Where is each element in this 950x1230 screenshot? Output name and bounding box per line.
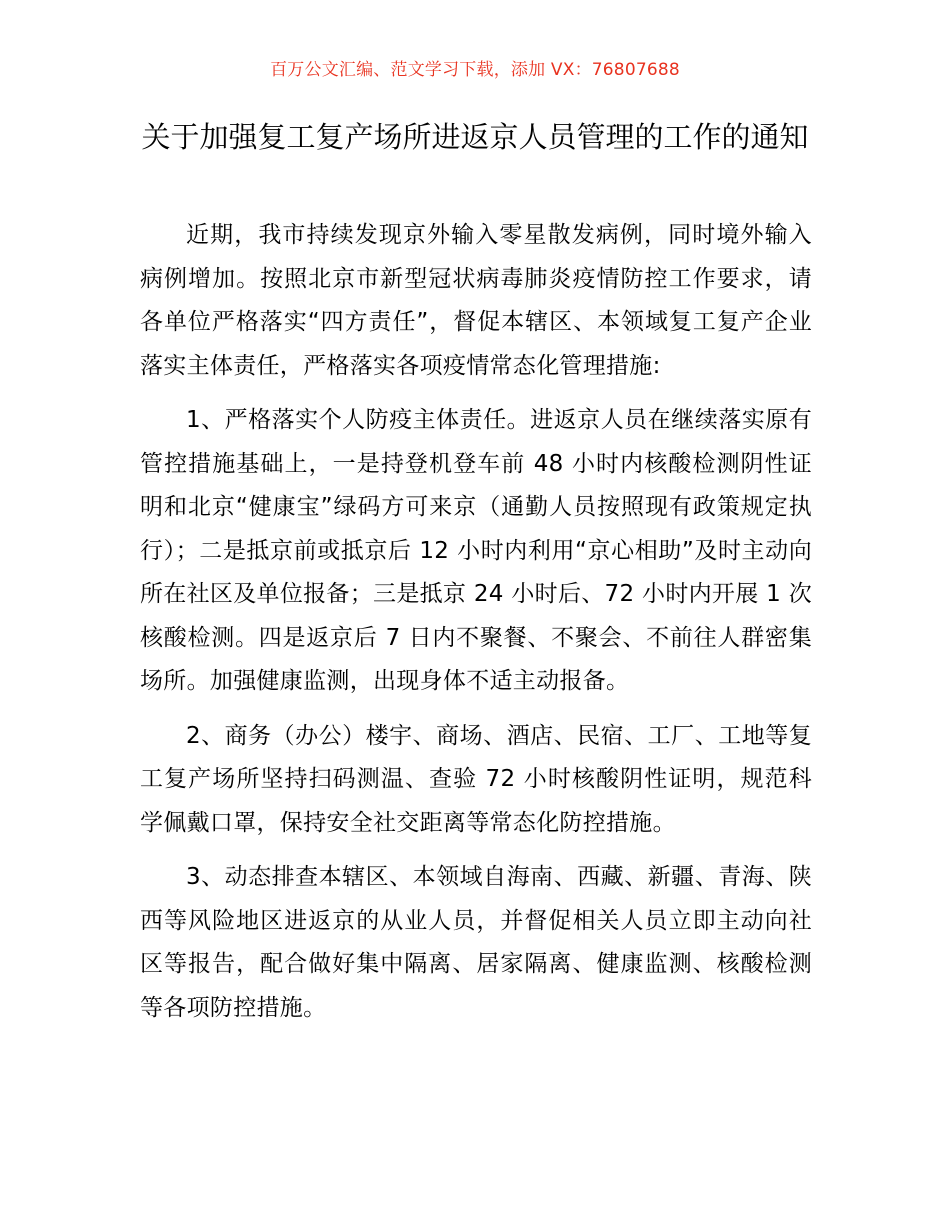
paragraph-item-2: 2、商务（办公）楼宇、商场、酒店、民宿、工厂、工地等复工复产场所坚持扫码测温、查验 72 小时核酸阴性证明，规范科学佩戴口罩，保持安全社交距离等常态化防控措施。 <box>140 722 812 836</box>
paragraph-item-1: 1、严格落实个人防疫主体责任。进返京人员在继续落实原有管控措施基础上，一是持登机登车前 48 小时内核酸检测阴性证明和北京“健康宝”绿码方可来京（通勤人员按照现有政策规定执行）；二是抵京前或抵京后 12 小时内利用“京心相助”及时主动向所在社区及单位报备；三是抵京 24 小时后、72 小时内开展 1 次核酸检测。四是返京后 7 日内不聚餐、不聚会、不前往人群密集场所。加强健康监测，出现身体不适主动报备。 <box>140 407 812 694</box>
paragraph-intro: 近期，我市持续发现京外输入零星散发病例，同时境外输入病例增加。按照北京市新型冠状病毒肺炎疫情防控工作要求，请各单位严格落实“四方责任”，督促本辖区、本领域复工复产企业落实主体责任，严格落实各项疫情常态化管理措施: <box>140 222 812 379</box>
document-title: 关于加强复工复产场所进返京人员管理的工作的通知 <box>141 120 809 154</box>
document-body <box>140 214 812 1041</box>
header-note: 百万公文汇编、范文学习下载，添加 VX：76807688 <box>270 60 680 80</box>
paragraph-item-3: 3、动态排查本辖区、本领域自海南、西藏、新疆、青海、陕西等风险地区进返京的从业人员，并督促相关人员立即主动向社区等报告，配合做好集中隔离、居家隔离、健康监测、核酸检测等各项防控措施。 <box>140 864 812 1021</box>
